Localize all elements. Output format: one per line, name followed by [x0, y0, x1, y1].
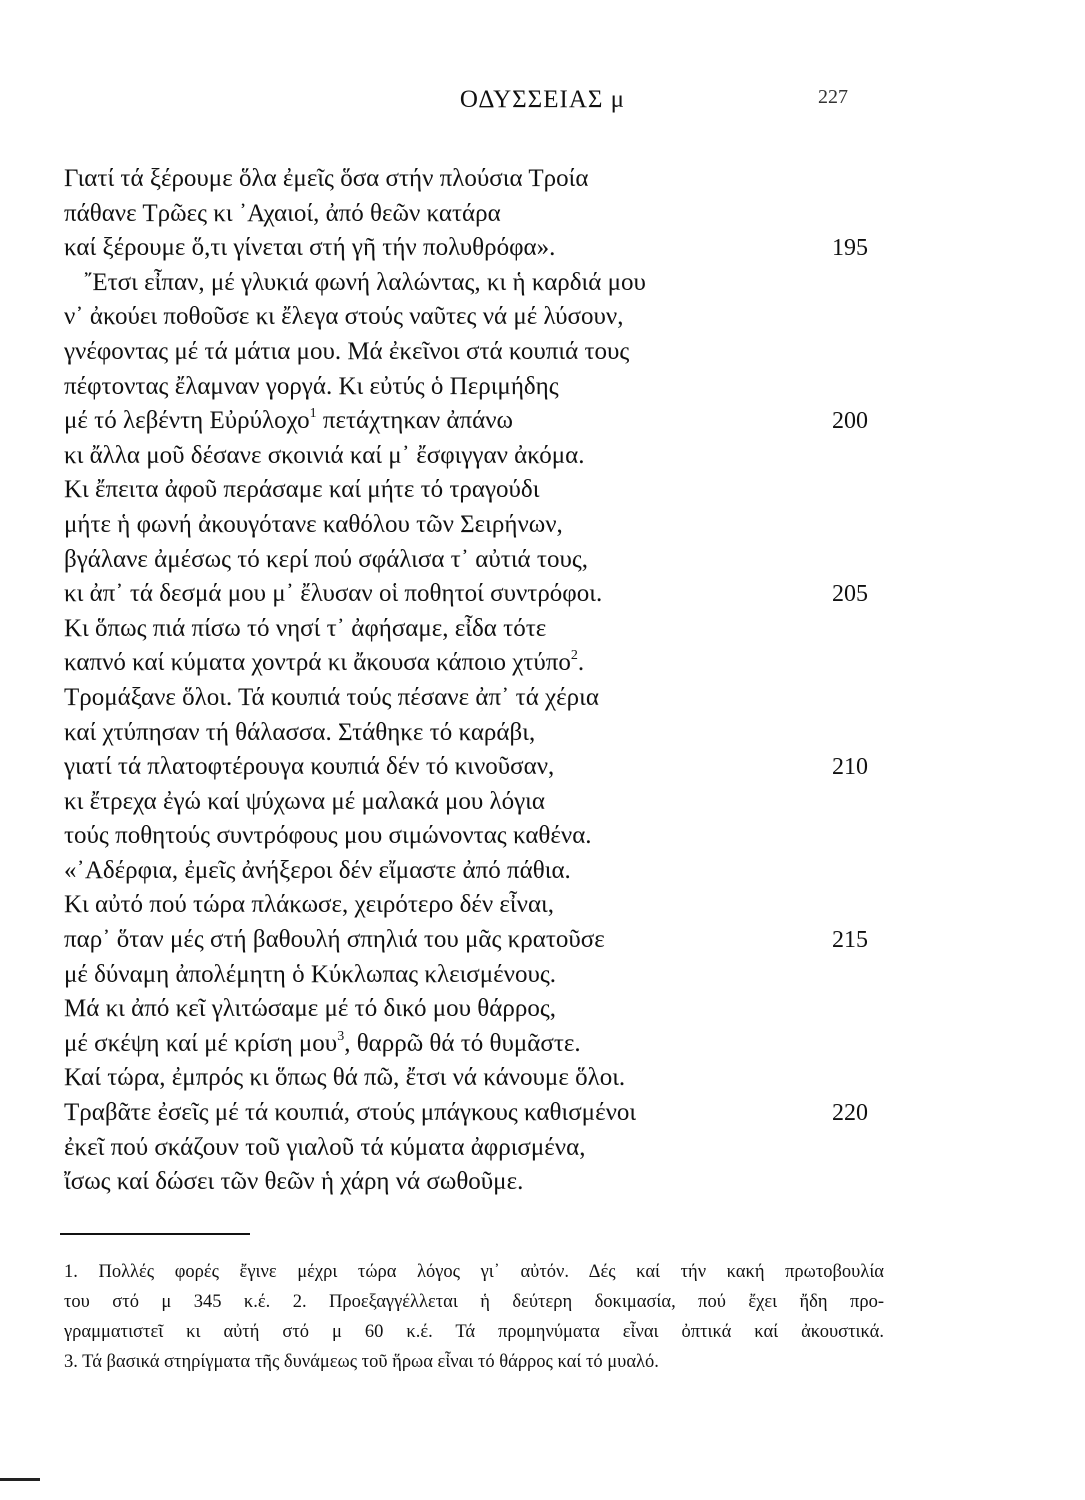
verse-text [64, 958, 556, 993]
verse-line [0, 888, 1085, 923]
verse-line [0, 958, 1085, 993]
verse-line [0, 923, 1085, 958]
verse-text [64, 681, 599, 716]
verse-text-main: καί χτύπησαν τή θάλασσα. Στάθηκε τό καράβι, [64, 718, 536, 746]
footnotes [64, 1257, 884, 1377]
verse-text-main: Τραβᾶτε ἐσεῖς μέ τά κουπιά, στούς μπάγκους καθισμένοι [64, 1099, 637, 1127]
verse-line [0, 231, 1085, 266]
verse-text [64, 231, 555, 266]
verse-text-main: πέφτοντας ἔλαμναν γοργά. Κι εὐτύς ὁ Περιμήδης [64, 372, 559, 400]
verse-text [64, 1165, 523, 1200]
verse-text-main: ἴσως καί δώσει τῶν θεῶν ἡ χάρη νά σωθοῦμε. [64, 1168, 524, 1196]
verse-text-main: κι ἄλλα μοῦ δέσανε σκοινιά καί μ᾿ ἔσφιγγαν ἀκόμα. [64, 441, 585, 469]
verse-text [64, 300, 623, 335]
verse-text [64, 335, 629, 370]
verse-text [64, 197, 501, 232]
line-number: 210 [832, 754, 868, 781]
footnote-marker: 2 [570, 647, 578, 663]
verse-text [64, 1096, 636, 1131]
verse-text-main: πάθανε Τρῶες κι ᾿Αχαιοί, ἀπό θεῶν κατάρα [64, 199, 501, 227]
verse-text-main: μέ τό λεβέντη Εὐρύλοχο [64, 407, 310, 435]
verse-line [0, 1131, 1085, 1166]
verse-line [0, 646, 1085, 681]
verse-text [64, 750, 554, 785]
verse-text-main: παρ᾿ ὅταν μές στή βαθουλή σπηλιά του μᾶς κρατοῦσε [64, 926, 605, 954]
verse-line [0, 439, 1085, 474]
verse-text [64, 888, 554, 923]
verse-text [64, 854, 571, 889]
verse-text-main: Κι ὅπως πιά πίσω τό νησί τ᾿ ἀφήσαμε, εἶδα τότε [64, 614, 547, 642]
verse-text-main: καί ξέρουμε ὅ,τι γίνεται στή γῆ τήν πολυθρόφα». [64, 234, 556, 262]
line-number: 200 [832, 408, 868, 435]
verse-text [64, 716, 535, 751]
scan-edge-mark [0, 1478, 40, 1481]
line-number: 205 [832, 581, 868, 608]
verse-line [0, 992, 1085, 1027]
verse-text [64, 1131, 585, 1166]
verse-line [0, 266, 1085, 301]
verse-text [64, 923, 605, 958]
verse-text-main: Κι αὐτό πού τώρα πλάκωσε, χειρότερο δέν εἶναι, [64, 891, 555, 919]
verse-text-main: Τρομάξανε ὅλοι. Τά κουπιά τούς πέσανε ἀπ᾿ τά χέρια [64, 683, 599, 711]
verse-text [64, 473, 539, 508]
verse-text-main: γιατί τά πλατοφτέρουγα κουπιά δέν τό κινοῦσαν, [64, 753, 555, 781]
page-number: 227 [818, 86, 848, 108]
verse-line [0, 819, 1085, 854]
verse-line [0, 335, 1085, 370]
verse-text [64, 992, 556, 1027]
line-number: 215 [832, 927, 868, 954]
verse-line [0, 1165, 1085, 1200]
verse-text-main: ἐκεῖ πού σκάζουν τοῦ γιαλοῦ τά κύματα ἀφρισμένα, [64, 1133, 586, 1161]
verse-text [64, 543, 588, 578]
verse-text-main: Κι ἔπειτα ἀφοῦ περάσαμε καί μήτε τό τραγούδι [64, 476, 540, 504]
footnote-line: του στό μ 345 κ.έ. 2. Προεξαγγέλλεται ἡ δεύτερη δοκιμασία, πού ἔχει ἤδη προ- [64, 1292, 884, 1312]
verse-text-main: μέ δύναμη ἀπολέμητη ὁ Κύκλωπας κλεισμένους. [64, 960, 557, 988]
verse-text-main: μήτε ἡ φωνή ἀκουγότανε καθόλου τῶν Σειρήνων, [64, 510, 563, 538]
line-number: 220 [832, 1100, 868, 1127]
footnote-line: 3. Τά βασικά στηρίγματα τῆς δυνάμεως τοῦ ἥρωα εἶναι τό θάρρος καί τό μυαλό. [64, 1352, 659, 1372]
line-number: 195 [832, 235, 868, 262]
verse-line [0, 1096, 1085, 1131]
verse-text-main: τούς ποθητούς συντρόφους μου σιμώνοντας καθένα. [64, 822, 592, 850]
verse-text [64, 1027, 581, 1062]
verse-text [64, 646, 584, 681]
verse-line [0, 197, 1085, 232]
verse-text-main: «᾿Αδέρφια, ἐμεῖς ἀνήξεροι δέν εἴμαστε ἀπό πάθια. [64, 856, 571, 884]
verse-text-main: καπνό καί κύματα χοντρά κι ἄκουσα κάποιο χτύπο [64, 649, 571, 677]
verse-text-main: βγάλανε ἀμέσως τό κερί πού σφάλισα τ᾿ αὐτιά τους, [64, 545, 588, 573]
verse-line [0, 750, 1085, 785]
verse-text [64, 404, 513, 439]
verse-text-main: Γιατί τά ξέρουμε ὅλα ἐμεῖς ὅσα στήν πλούσια Τροία [64, 165, 589, 192]
verse-text-main: Καί τώρα, ἐμπρός κι ὅπως θά πῶ, ἔτσι νά κάνουμε ὅλοι. [64, 1064, 626, 1092]
verse-text-main: κι ἀπ᾿ τά δεσμά μου μ᾿ ἔλυσαν οἱ ποθητοί συντρόφοι. [64, 580, 603, 608]
verse-line [0, 1061, 1085, 1096]
verse-text-main: γνέφοντας μέ τά μάτια μου. Μά ἐκεῖνοι στά κουπιά τους [64, 337, 630, 365]
verse-text [84, 266, 646, 301]
verse-line [0, 543, 1085, 578]
verse-text [64, 1061, 625, 1096]
page-title: ΟΔΥΣΣΕΙΑΣ μ [459, 86, 626, 113]
verse-text-main: ῎Ετσι εἶπαν, μέ γλυκιά φωνή λαλώντας, κι ἡ καρδιά μου [84, 268, 646, 296]
verse-text [64, 508, 563, 543]
verse-line [0, 785, 1085, 820]
verse-line [0, 473, 1085, 508]
verse-text-tail: . [577, 649, 585, 677]
verse-text [64, 819, 592, 854]
footnote-line: γραμματιστεῖ κι αὐτή στό μ 60 κ.έ. Τά προμηνύματα εἶναι ὀπτικά καί ἀκουστικά. [64, 1322, 884, 1342]
footnote-line: 1. Πολλές φορές ἔγινε μέχρι τώρα λόγος γι᾿ αὐτόν. Δές καί τήν κακή πρωτοβουλία [64, 1262, 884, 1282]
verse-line [0, 716, 1085, 751]
footnote-marker: 1 [309, 405, 317, 421]
verse-text-main: ν᾿ ἀκούει ποθοῦσε κι ἔλεγα στούς ναῦτες νά μέ λύσουν, [64, 303, 624, 331]
verse-line [0, 300, 1085, 335]
verse-text [64, 612, 546, 647]
verse-text [64, 785, 545, 820]
poem-body [0, 162, 1085, 1200]
verse-line [0, 370, 1085, 405]
verse-text-main: Μά κι ἀπό κεῖ γλιτώσαμε μέ τό δικό μου θάρρος, [64, 995, 556, 1023]
verse-text-main: μέ σκέψη καί μέ κρίση μου [64, 1029, 338, 1057]
verse-text-tail: πετάχτηκαν ἀπάνω [316, 407, 513, 435]
verse-line [0, 681, 1085, 716]
verse-text-tail: , θαρρῶ θά τό θυμᾶστε. [344, 1029, 581, 1057]
verse-line [0, 577, 1085, 612]
verse-line [0, 854, 1085, 889]
verse-text [64, 439, 585, 474]
verse-text [64, 370, 559, 405]
verse-line [0, 1027, 1085, 1062]
footnote-marker: 3 [337, 1028, 345, 1044]
verse-line [0, 612, 1085, 647]
verse-text [64, 577, 602, 612]
verse-line [0, 508, 1085, 543]
verse-text [64, 162, 588, 197]
verse-line [0, 404, 1085, 439]
footnote-divider [60, 1233, 250, 1235]
verse-line [0, 162, 1085, 197]
verse-text-main: κι ἔτρεχα ἐγώ καί ψύχωνα μέ μαλακά μου λόγια [64, 787, 545, 815]
